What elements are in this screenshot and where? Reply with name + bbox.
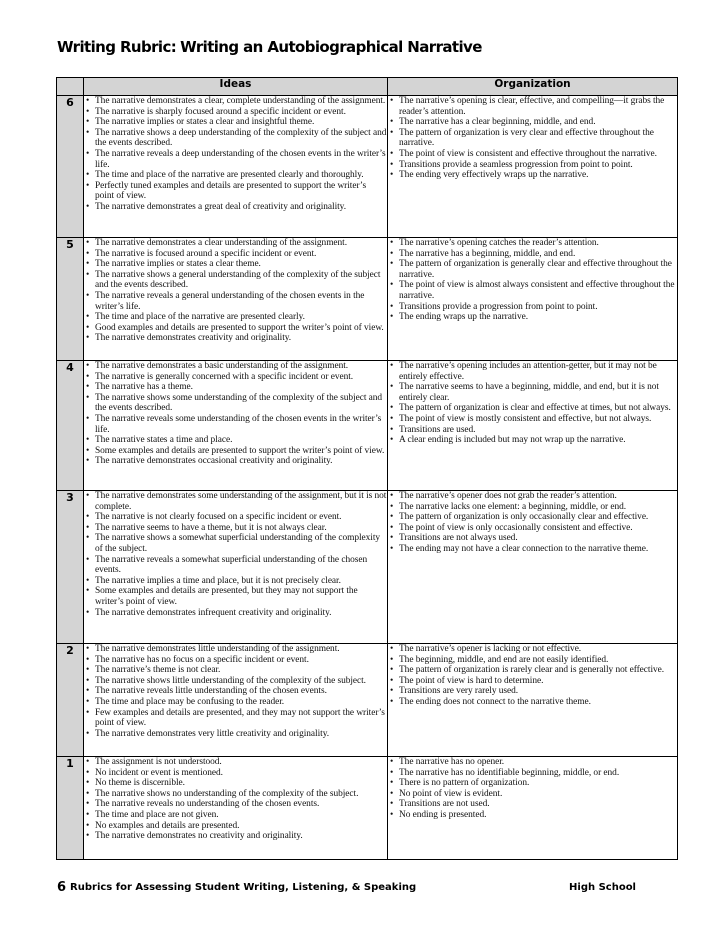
criterion-item: • The point of view is almost always consistent and effective throughout the narrative.: [388, 280, 677, 301]
criterion-item: • Few examples and details are presented, and they may not support the writer’s point of view.: [84, 708, 387, 729]
criterion-item: • The narrative has no focus on a specific incident or event.: [84, 655, 387, 666]
criterion-item: • No point of view is evident.: [388, 789, 677, 800]
score-column-header: [57, 78, 84, 96]
ideas-list: [84, 96, 387, 213]
criterion-item: • The narrative shows a somewhat superficial understanding of the complexity of the subject.: [84, 533, 387, 554]
criterion-item: • The pattern of organization is clear and effective at times, but not always.: [388, 403, 677, 414]
criterion-item: • There is no pattern of organization.: [388, 778, 677, 789]
criterion-item: • The narrative demonstrates a basic understanding of the assignment.: [84, 361, 387, 372]
criterion-item: • Transitions provide a seamless progression from point to point.: [388, 160, 677, 171]
criterion-item: • The pattern of organization is rarely clear and is generally not effective.: [388, 665, 677, 676]
criterion-item: • The narrative reveals a somewhat superficial understanding of the chosen events.: [84, 555, 387, 576]
criterion-item: • The narrative shows no understanding of the complexity of the subject.: [84, 789, 387, 800]
criterion-item: • The narrative is not clearly focused on a specific incident or event.: [84, 512, 387, 523]
title-rest: Writing an Autobiographical Narrative: [180, 38, 482, 56]
criterion-item: • The narrative seems to have a beginning, middle, and end, but it is not entirely clear.: [388, 382, 677, 403]
grade-level: High School: [569, 882, 636, 893]
criterion-item: • The narrative’s opening catches the reader’s attention.: [388, 238, 677, 249]
criterion-item: • The narrative demonstrates a clear, complete understanding of the assignment.: [84, 96, 387, 107]
ideas-cell: [84, 491, 388, 644]
criterion-item: • The narrative demonstrates little understanding of the assignment.: [84, 644, 387, 655]
organization-cell: [388, 644, 678, 757]
organization-list: [388, 238, 677, 323]
page-title: [57, 38, 697, 56]
criterion-item: • The narrative shows a general understanding of the complexity of the subject and the events described.: [84, 270, 387, 291]
organization-list: [388, 644, 677, 708]
criterion-item: • Some examples and details are presented to support the writer’s point of view.: [84, 446, 387, 457]
criterion-item: • The time and place of the narrative are presented clearly.: [84, 312, 387, 323]
criterion-item: • The pattern of organization is generally clear and effective throughout the narrative.: [388, 259, 677, 280]
rubric-row-4: [57, 361, 678, 491]
criterion-item: • The point of view is only occasionally consistent and effective.: [388, 523, 677, 534]
criterion-item: • The narrative has no opener.: [388, 757, 677, 768]
criterion-item: • The narrative demonstrates a clear understanding of the assignment.: [84, 238, 387, 249]
criterion-item: • The pattern of organization is only occasionally clear and effective.: [388, 512, 677, 523]
criterion-item: • The narrative demonstrates some understanding of the assignment, but it is not complete.: [84, 491, 387, 512]
score-label: 1: [57, 757, 84, 860]
ideas-cell: [84, 644, 388, 757]
rubric-table: [56, 77, 678, 860]
ideas-cell: [84, 757, 388, 860]
criterion-item: • Some examples and details are presented, but they may not support the writer’s point of view.: [84, 586, 387, 607]
title-lead: Writing Rubric:: [57, 38, 177, 56]
rubric-row-1: [57, 757, 678, 860]
criterion-item: • The beginning, middle, and end are not easily identified.: [388, 655, 677, 666]
criterion-item: • The narrative’s opening includes an attention-getter, but it may not be entirely effective.: [388, 361, 677, 382]
criterion-item: • The narrative reveals a general understanding of the chosen events in the writer’s life.: [84, 291, 387, 312]
ideas-list: [84, 361, 387, 467]
criterion-item: • Transitions are not used.: [388, 799, 677, 810]
criterion-item: • The assignment is not understood.: [84, 757, 387, 768]
organization-list: [388, 491, 677, 555]
criterion-item: • The narrative implies or states a clear theme.: [84, 259, 387, 270]
rubric-row-2: [57, 644, 678, 757]
score-label: 5: [57, 238, 84, 361]
criterion-item: • The ending wraps up the narrative.: [388, 312, 677, 323]
criterion-item: • The ending does not connect to the narrative theme.: [388, 697, 677, 708]
book-title: Rubrics for Assessing Student Writing, Listening, & Speaking: [70, 882, 417, 893]
criterion-item: • The ending very effectively wraps up the narrative.: [388, 170, 677, 181]
criterion-item: • The narrative implies or states a clear and insightful theme.: [84, 117, 387, 128]
criterion-item: • The narrative reveals little understanding of the chosen events.: [84, 686, 387, 697]
ideas-list: [84, 238, 387, 344]
rubric-row-6: [57, 96, 678, 238]
criterion-item: • The point of view is mostly consistent and effective, but not always.: [388, 414, 677, 425]
criterion-item: • Perfectly tuned examples and details are presented to support the writer’s point of view.: [84, 181, 387, 202]
criterion-item: • The narrative’s opener does not grab the reader’s attention.: [388, 491, 677, 502]
criterion-item: • The narrative has a theme.: [84, 382, 387, 393]
ideas-cell: [84, 361, 388, 491]
criterion-item: • The narrative shows some understanding of the complexity of the subject and the events described.: [84, 393, 387, 414]
score-label: 2: [57, 644, 84, 757]
score-label: 3: [57, 491, 84, 644]
rubric-row-5: [57, 238, 678, 361]
criterion-item: • A clear ending is included but may not wrap up the narrative.: [388, 435, 677, 446]
criterion-item: • The narrative demonstrates creativity and originality.: [84, 333, 387, 344]
organization-list: [388, 96, 677, 181]
criterion-item: • The narrative shows a deep understanding of the complexity of the subject and the events described.: [84, 128, 387, 149]
criterion-item: • The narrative’s theme is not clear.: [84, 665, 387, 676]
criterion-item: • No ending is presented.: [388, 810, 677, 821]
organization-cell: [388, 361, 678, 491]
organization-cell: [388, 757, 678, 860]
ideas-column-header: Ideas: [84, 78, 388, 96]
criterion-item: • The narrative’s opening is clear, effective, and compelling—it grabs the reader’s attention.: [388, 96, 677, 117]
criterion-item: • The time and place may be confusing to the reader.: [84, 697, 387, 708]
header-row: [57, 78, 678, 96]
criterion-item: • The narrative shows little understanding of the complexity of the subject.: [84, 676, 387, 687]
criterion-item: • The narrative demonstrates a great deal of creativity and originality.: [84, 202, 387, 213]
criterion-item: • The time and place are not given.: [84, 810, 387, 821]
criterion-item: • The narrative reveals some understanding of the chosen events in the writer’s life.: [84, 414, 387, 435]
criterion-item: • No incident or event is mentioned.: [84, 768, 387, 779]
ideas-list: [84, 491, 387, 618]
ideas-list: [84, 644, 387, 739]
criterion-item: • The narrative lacks one element: a beginning, middle, or end.: [388, 502, 677, 513]
criterion-item: • The pattern of organization is very clear and effective throughout the narrative.: [388, 128, 677, 149]
criterion-item: • No theme is discernible.: [84, 778, 387, 789]
criterion-item: • The narrative reveals no understanding of the chosen events.: [84, 799, 387, 810]
page-number: 6: [57, 880, 67, 895]
criterion-item: • The narrative’s opener is lacking or not effective.: [388, 644, 677, 655]
criterion-item: • The narrative is focused around a specific incident or event.: [84, 249, 387, 260]
criterion-item: • The point of view is hard to determine.: [388, 676, 677, 687]
organization-list: [388, 757, 677, 821]
criterion-item: • Transitions are not always used.: [388, 533, 677, 544]
criterion-item: • The narrative is generally concerned with a specific incident or event.: [84, 372, 387, 383]
criterion-item: • The narrative has no identifiable beginning, middle, or end.: [388, 768, 677, 779]
criterion-item: • The narrative states a time and place.: [84, 435, 387, 446]
rubric-row-3: [57, 491, 678, 644]
criterion-item: • Transitions provide a progression from point to point.: [388, 302, 677, 313]
organization-cell: [388, 96, 678, 238]
criterion-item: • The narrative has a beginning, middle, and end.: [388, 249, 677, 260]
criterion-item: • The ending may not have a clear connection to the narrative theme.: [388, 544, 677, 555]
criterion-item: • The narrative demonstrates occasional creativity and originality.: [84, 456, 387, 467]
page-footer: [57, 880, 677, 896]
organization-cell: [388, 491, 678, 644]
criterion-item: • The narrative seems to have a theme, but it is not always clear.: [84, 523, 387, 534]
organization-cell: [388, 238, 678, 361]
criterion-item: • The time and place of the narrative are presented clearly and thoroughly.: [84, 170, 387, 181]
organization-column-header: Organization: [388, 78, 678, 96]
ideas-cell: [84, 238, 388, 361]
criterion-item: • The narrative demonstrates infrequent creativity and originality.: [84, 608, 387, 619]
criterion-item: • No examples and details are presented.: [84, 821, 387, 832]
criterion-item: • Transitions are very rarely used.: [388, 686, 677, 697]
organization-list: [388, 361, 677, 446]
criterion-item: • Good examples and details are presented to support the writer’s point of view.: [84, 323, 387, 334]
criterion-item: • The narrative reveals a deep understanding of the chosen events in the writer’s life.: [84, 149, 387, 170]
criterion-item: • The narrative demonstrates very little creativity and originality.: [84, 729, 387, 740]
score-label: 6: [57, 96, 84, 238]
score-label: 4: [57, 361, 84, 491]
criterion-item: • The narrative has a clear beginning, middle, and end.: [388, 117, 677, 128]
criterion-item: • The point of view is consistent and effective throughout the narrative.: [388, 149, 677, 160]
criterion-item: • Transitions are used.: [388, 425, 677, 436]
criterion-item: • The narrative is sharply focused around a specific incident or event.: [84, 107, 387, 118]
ideas-list: [84, 757, 387, 842]
criterion-item: • The narrative demonstrates no creativity and originality.: [84, 831, 387, 842]
criterion-item: • The narrative implies a time and place, but it is not precisely clear.: [84, 576, 387, 587]
ideas-cell: [84, 96, 388, 238]
